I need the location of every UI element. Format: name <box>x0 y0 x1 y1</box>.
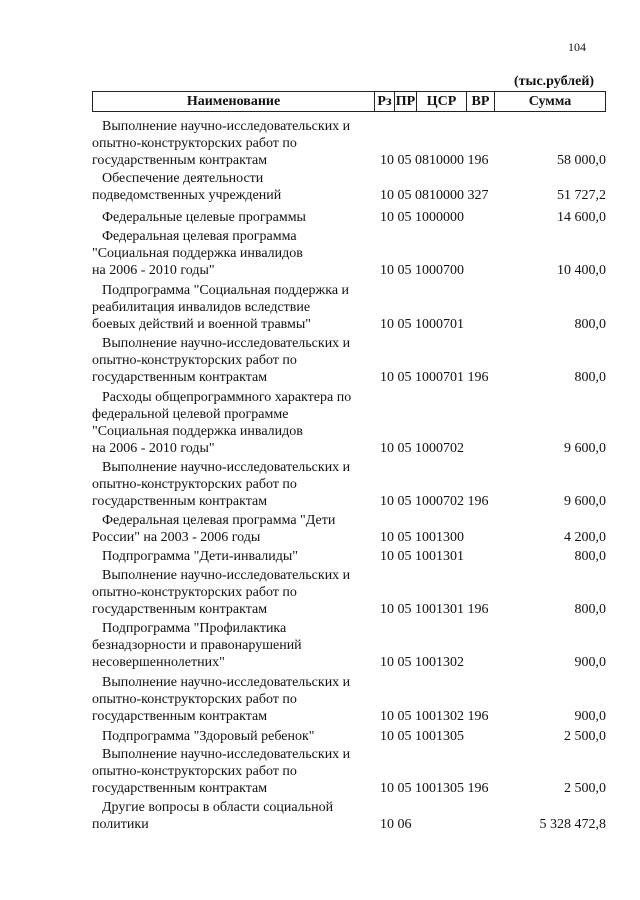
table-row <box>0 209 640 226</box>
row-sum: 14 600,0 <box>557 210 606 225</box>
row-sum: 2 500,0 <box>564 781 606 796</box>
row-name-line: Выполнение научно-исследовательских и <box>102 119 351 134</box>
row-name <box>92 170 380 204</box>
row-name <box>92 799 380 833</box>
column-header-pr: ПР <box>395 94 416 109</box>
row-name-line: Расходы общепрограммного характера по <box>102 390 352 405</box>
table-row <box>0 282 640 333</box>
row-name-line: Подпрограмма "Дети-инвалиды" <box>102 549 299 564</box>
row-name-line: опытно-конструкторских работ по <box>92 353 297 368</box>
row-code: 10 05 1001302 <box>380 655 464 670</box>
row-name-line: государственным контрактам <box>92 494 268 509</box>
row-name-line: государственным контрактам <box>92 153 268 168</box>
row-sum: 5 328 472,8 <box>539 817 606 832</box>
row-sum: 51 727,2 <box>557 188 606 203</box>
units-label: (тыс.рублей) <box>514 74 595 89</box>
row-sum: 9 600,0 <box>564 494 606 509</box>
row-name-line: политики <box>92 817 149 832</box>
row-name <box>92 548 380 565</box>
row-name <box>92 335 380 386</box>
row-name-line: опытно-конструкторских работ по <box>92 136 297 151</box>
row-name-line: Подпрограмма "Профилактика <box>102 621 287 636</box>
row-name-line: России" на 2003 - 2006 годы <box>92 530 261 545</box>
row-code: 10 05 1001301 <box>380 549 464 564</box>
column-header-sum: Сумма <box>528 94 572 109</box>
row-sum: 2 500,0 <box>564 729 606 744</box>
row-code: 10 05 0810000 327 <box>380 188 489 203</box>
row-name-line: несовершеннолетних" <box>92 655 225 670</box>
row-name-line: реабилитация инвалидов вследствие <box>92 300 311 315</box>
table-row <box>0 512 640 546</box>
row-code: 10 05 0810000 196 <box>380 153 489 168</box>
table-row <box>0 170 640 204</box>
row-name <box>92 620 380 671</box>
row-name-line: опытно-конструкторских работ по <box>92 477 297 492</box>
row-name-line: государственным контрактам <box>92 602 268 617</box>
row-name-line: на 2006 - 2010 годы" <box>92 263 215 278</box>
table-row <box>0 548 640 565</box>
row-name-line: Выполнение научно-исследовательских и <box>102 747 351 762</box>
row-code: 10 05 1001302 196 <box>380 709 489 724</box>
row-name-line: Выполнение научно-исследовательских и <box>102 460 351 475</box>
table-row <box>0 746 640 797</box>
row-name <box>92 389 380 457</box>
row-name-line: государственным контрактам <box>92 781 268 796</box>
row-sum: 58 000,0 <box>557 153 606 168</box>
column-header-vr: ВР <box>467 92 495 111</box>
row-name-line: Выполнение научно-исследовательских и <box>102 336 351 351</box>
row-name <box>92 746 380 797</box>
row-code: 10 05 1000700 <box>380 263 464 278</box>
row-sum: 4 200,0 <box>564 530 606 545</box>
row-name <box>92 674 380 725</box>
row-code: 10 05 1000702 <box>380 441 464 456</box>
table-row <box>0 799 640 833</box>
table-row <box>0 674 640 725</box>
row-name-line: Подпрограмма "Здоровый ребенок" <box>102 729 315 744</box>
row-name <box>92 567 380 618</box>
column-header-name: Наименование <box>93 92 375 111</box>
table-row <box>0 389 640 457</box>
table-header <box>92 91 606 112</box>
row-sum: 10 400,0 <box>557 263 606 278</box>
row-name-line: "Социальная поддержка инвалидов <box>92 424 303 439</box>
row-name-line: безнадзорности и правонарушений <box>92 638 302 653</box>
row-name <box>92 728 380 745</box>
row-name-line: Выполнение научно-исследовательских и <box>102 568 351 583</box>
row-code: 10 05 1001305 <box>380 729 464 744</box>
table-row <box>0 620 640 671</box>
row-name-line: государственным контрактам <box>92 370 268 385</box>
table-row <box>0 728 640 745</box>
row-name <box>92 282 380 333</box>
row-name <box>92 228 380 279</box>
row-code: 10 05 1000701 <box>380 317 464 332</box>
row-name-line: Выполнение научно-исследовательских и <box>102 675 351 690</box>
table-row <box>0 118 640 169</box>
row-name-line: на 2006 - 2010 годы" <box>92 441 215 456</box>
row-name-line: опытно-конструкторских работ по <box>92 692 297 707</box>
table-row <box>0 567 640 618</box>
row-name-line: государственным контрактам <box>92 709 268 724</box>
row-sum: 900,0 <box>574 709 606 724</box>
table-row <box>0 228 640 279</box>
row-name-line: опытно-конструкторских работ по <box>92 764 297 779</box>
row-sum: 800,0 <box>574 370 606 385</box>
row-code: 10 05 1001300 <box>380 530 464 545</box>
row-name-line: федеральной целевой программе <box>92 407 289 422</box>
row-sum: 900,0 <box>574 655 606 670</box>
row-name-line: Федеральные целевые программы <box>102 210 306 225</box>
row-name-line: "Социальная поддержка инвалидов <box>92 246 303 261</box>
row-name-line: подведомственных учреждений <box>92 188 282 203</box>
row-code: 10 05 1000702 196 <box>380 494 489 509</box>
row-sum: 800,0 <box>574 317 606 332</box>
row-name-line: опытно-конструкторских работ по <box>92 585 297 600</box>
row-code: 10 05 1001301 196 <box>380 602 489 617</box>
row-code: 10 05 1001305 196 <box>380 781 489 796</box>
row-name <box>92 512 380 546</box>
row-code: 10 05 1000701 196 <box>380 370 489 385</box>
row-sum: 800,0 <box>574 602 606 617</box>
row-name-line: Федеральная целевая программа "Дети <box>102 513 336 528</box>
row-name <box>92 459 380 510</box>
row-name <box>92 118 380 169</box>
row-name-line: боевых действий и военной травмы" <box>92 317 312 332</box>
row-sum: 800,0 <box>574 549 606 564</box>
table-row <box>0 335 640 386</box>
row-name-line: Подпрограмма "Социальная поддержка и <box>102 283 350 298</box>
row-code: 10 06 <box>380 817 412 832</box>
table-row <box>0 459 640 510</box>
column-header-csr: ЦСР <box>417 92 467 111</box>
row-sum: 9 600,0 <box>564 441 606 456</box>
row-name <box>92 209 380 226</box>
row-name-line: Другие вопросы в области социальной <box>102 800 334 815</box>
page-number: 104 <box>568 40 586 54</box>
row-code: 10 05 1000000 <box>380 210 464 225</box>
column-header-rz: Рз <box>375 92 395 111</box>
row-name-line: Федеральная целевая программа <box>102 229 297 244</box>
row-name-line: Обеспечение деятельности <box>102 171 264 186</box>
